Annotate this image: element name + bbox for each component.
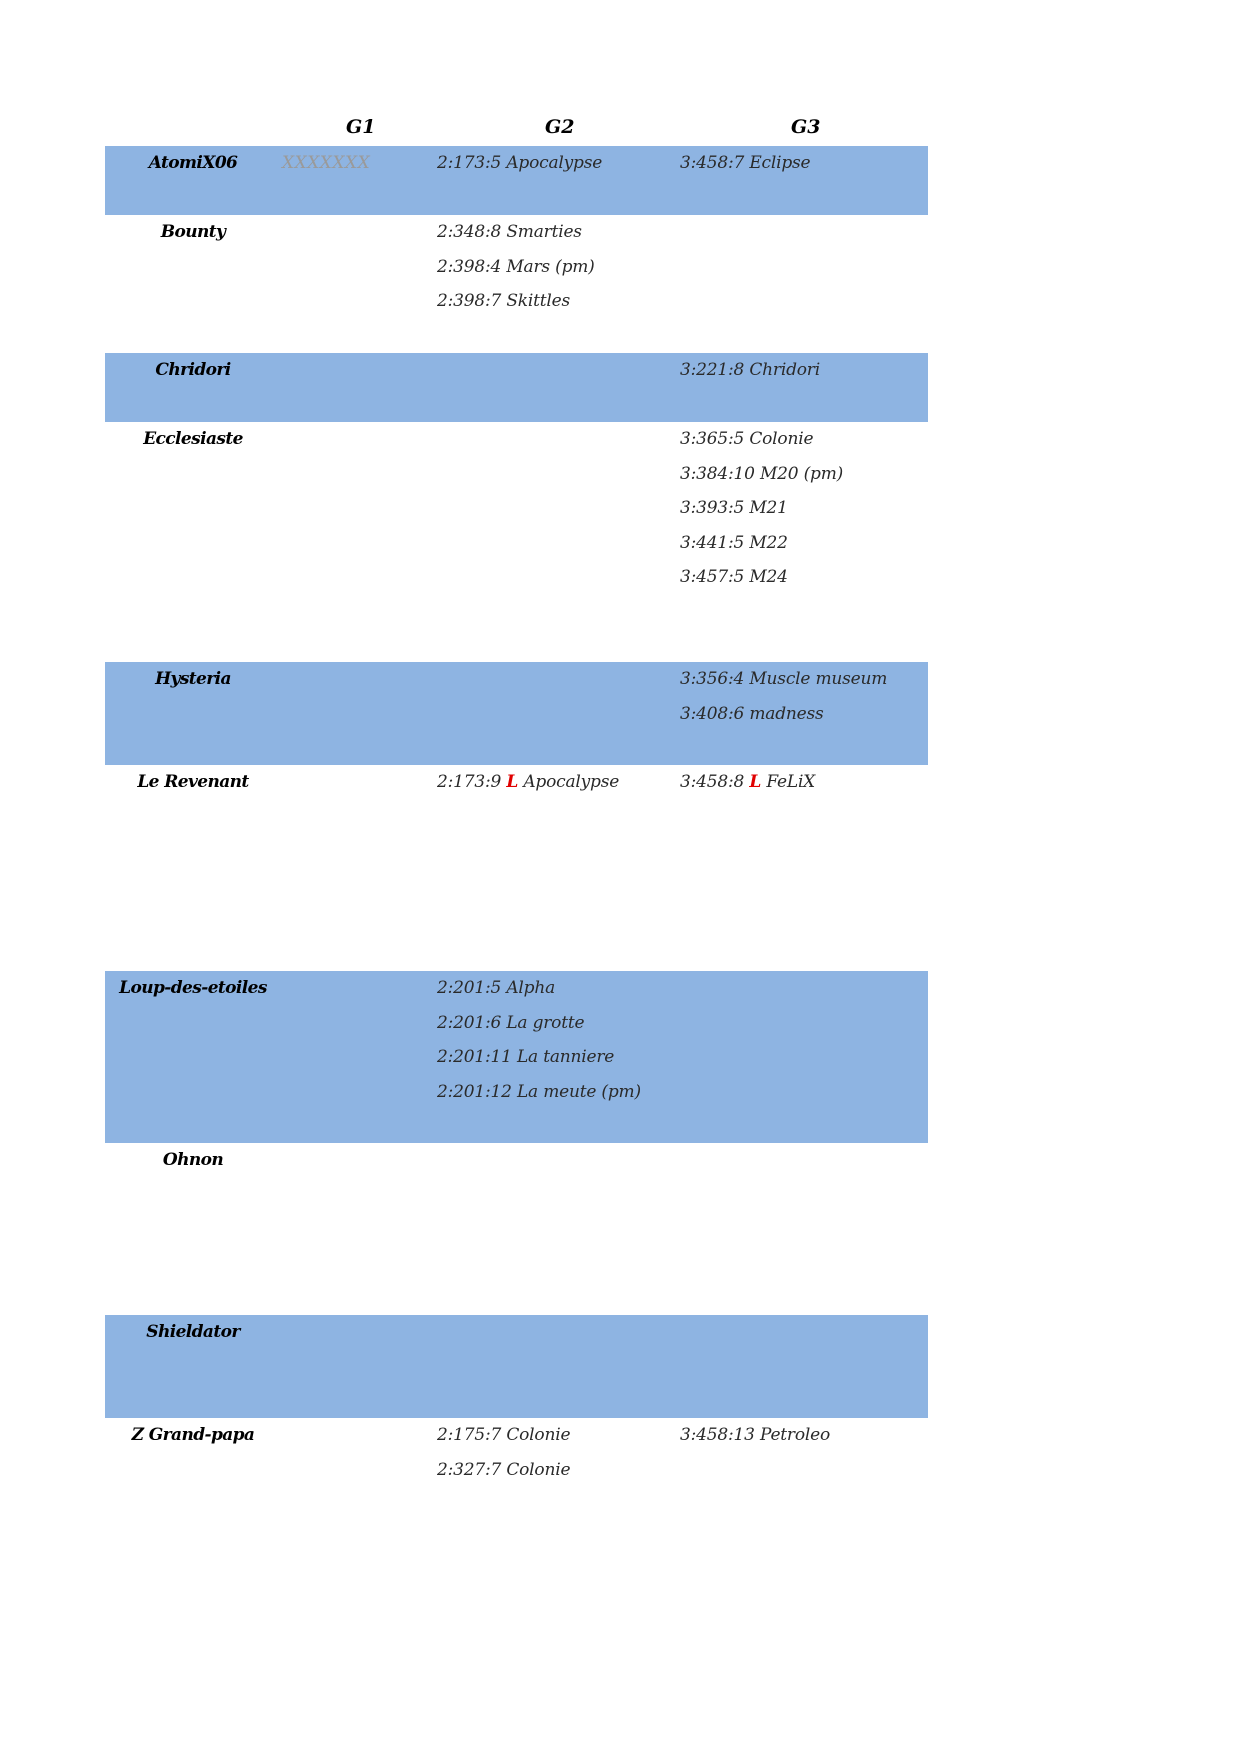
entry-ref: 2:201:12	[437, 1081, 517, 1102]
g2-entry	[437, 257, 595, 277]
g3-entry	[680, 464, 843, 484]
entry-name: La grotte	[506, 1012, 585, 1033]
entry-ref: 2:201:6	[437, 1012, 507, 1033]
g1-entry: XXXXXXX	[282, 153, 371, 173]
member-name-z-grand-papa: Z Grand-papa	[131, 1425, 255, 1445]
entry-ref: 3:408:6	[680, 703, 750, 724]
entry-name: madness	[749, 703, 824, 724]
entry-ref: 2:175:7	[437, 1425, 507, 1445]
column-header-g3: G3	[791, 116, 821, 138]
g2-entry	[437, 1082, 641, 1102]
g2-entry	[437, 978, 555, 998]
entry-name: Chridori	[749, 360, 820, 380]
member-name-ohnon: Ohnon	[162, 1150, 224, 1170]
g3-entry	[680, 429, 813, 449]
member-name-le-revenant: Le Revenant	[137, 772, 249, 792]
entry-name: M21	[749, 498, 788, 518]
g3-entry	[680, 567, 788, 587]
column-header-g2: G2	[545, 116, 575, 138]
entry-ref: 3:365:5	[680, 429, 750, 449]
g2-entry	[437, 222, 582, 242]
entry-ref: 2:398:7	[437, 291, 507, 311]
member-name-loup-des-etoiles: Loup-des-etoiles	[119, 978, 267, 998]
g2-entry	[437, 1013, 584, 1033]
g2-entry	[437, 1425, 570, 1445]
g2-entry	[437, 772, 619, 792]
entry-ref: 3:356:4	[680, 669, 750, 689]
entry-ref: 3:457:5	[680, 567, 750, 587]
member-name-hysteria: Hysteria	[155, 669, 231, 689]
entry-name: Skittles	[506, 291, 571, 311]
lost-marker: L	[749, 772, 762, 792]
entry-name: Alpha	[506, 978, 556, 998]
entry-ref: 2:348:8	[437, 222, 507, 242]
g3-entry	[680, 498, 788, 518]
g3-entry	[680, 153, 810, 173]
entry-ref: 3:458:13	[680, 1425, 760, 1445]
entry-ref: 2:201:5	[437, 978, 507, 998]
entry-ref: 2:398:4	[437, 256, 507, 277]
entry-name: La tanniere	[516, 1047, 615, 1067]
entry-name: Mars (pm)	[506, 256, 595, 277]
entry-name: La meute (pm)	[516, 1081, 641, 1102]
member-name-ecclesiaste: Ecclesiaste	[143, 429, 243, 449]
g2-entry	[437, 153, 602, 173]
lost-marker: L	[506, 772, 519, 792]
entry-name: Colonie	[749, 429, 814, 449]
entry-name: Eclipse	[749, 153, 811, 173]
entry-name: FeLiX	[766, 772, 816, 792]
g3-entry	[680, 1425, 830, 1445]
entry-ref: 3:458:7	[680, 153, 750, 173]
entry-name: Apocalypse	[506, 153, 603, 173]
g2-entry	[437, 1460, 570, 1480]
entry-ref: 3:384:10	[680, 463, 760, 484]
entry-ref: 2:173:5	[437, 153, 507, 173]
entry-ref: 3:221:8	[680, 360, 750, 380]
entry-ref: 2:327:7	[437, 1459, 507, 1480]
entry-name: Petroleo	[759, 1425, 831, 1445]
g3-entry	[680, 772, 815, 792]
entry-name: M22	[749, 532, 788, 553]
member-name-atomix06: AtomiX06	[148, 153, 238, 173]
g3-entry	[680, 704, 824, 724]
entry-ref: 3:441:5	[680, 532, 750, 553]
member-name-chridori: Chridori	[155, 360, 231, 380]
g2-entry	[437, 1047, 614, 1067]
member-name-bounty: Bounty	[160, 222, 226, 242]
g2-entry	[437, 291, 570, 311]
entry-name: Apocalypse	[523, 772, 620, 792]
entry-name: Colonie	[506, 1459, 571, 1480]
entry-ref: 2:201:11	[437, 1047, 517, 1067]
entry-name: Smarties	[506, 222, 582, 242]
entry-name: M20 (pm)	[759, 463, 844, 484]
entry-name: Colonie	[506, 1425, 571, 1445]
member-name-shieldator: Shieldator	[146, 1322, 240, 1342]
g3-entry	[680, 360, 820, 380]
g3-entry	[680, 533, 788, 553]
entry-name: Muscle museum	[749, 669, 888, 689]
entry-ref: 2:173:9	[437, 772, 507, 792]
entry-name: M24	[749, 567, 788, 587]
g3-entry	[680, 669, 887, 689]
entry-ref: 3:458:8	[680, 772, 750, 792]
entry-ref: 3:393:5	[680, 498, 750, 518]
column-header-g1: G1	[346, 116, 376, 138]
